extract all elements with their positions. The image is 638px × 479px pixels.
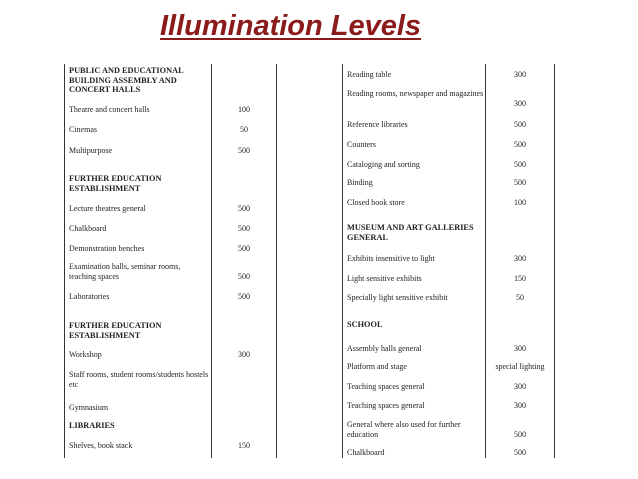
row-label: Chalkboard: [347, 448, 385, 457]
row-illumination-value: 300: [514, 99, 526, 108]
row-label: Workshop: [69, 350, 102, 359]
row-illumination-value: special lighting: [495, 362, 545, 371]
row-label: Reading table: [347, 70, 392, 79]
section-heading-label: LIBRARIES: [69, 421, 115, 430]
row-label: Teaching spaces general: [347, 382, 425, 391]
row-illumination-value: 500: [514, 178, 526, 187]
row-illumination-value: 500: [238, 272, 250, 281]
row-label: Demonstration benches: [69, 244, 145, 253]
row-label: Closed book store: [347, 198, 405, 207]
section-heading-label: FURTHER EDUCATION ESTABLISHMENT: [69, 321, 162, 340]
page-title: Illumination Levels: [160, 10, 422, 42]
row-illumination-value: 300: [514, 401, 526, 410]
row-illumination-value: 500: [238, 204, 250, 213]
row-label: Exhibits insensitive to light: [347, 254, 435, 263]
row-illumination-value: 100: [514, 198, 526, 207]
row-illumination-value: 100: [238, 105, 250, 114]
row-label: Counters: [347, 140, 376, 149]
row-illumination-value: 300: [514, 254, 526, 263]
section-heading-label: SCHOOL: [347, 320, 383, 329]
row-label: Reference libraries: [347, 120, 408, 129]
row-illumination-value: 300: [514, 344, 526, 353]
row-illumination-value: 500: [514, 120, 526, 129]
row-label: Assembly halls general: [347, 344, 422, 353]
section-heading-label: PUBLIC AND EDUCATIONAL BUILDING ASSEMBLY AND CONCERT HALLS: [69, 66, 184, 94]
row-label: Light sensitive exhibits: [347, 274, 422, 283]
row-label: Cataloging and sorting: [347, 160, 420, 169]
row-label: Multipurpose: [69, 146, 113, 155]
row-label: Laboratories: [69, 292, 110, 301]
row-label: Lecture theatres general: [69, 204, 146, 213]
row-illumination-value: 500: [514, 448, 526, 457]
section-heading-label: MUSEUM AND ART GALLERIES GENERAL: [347, 223, 474, 242]
row-illumination-value: 50: [516, 293, 524, 302]
row-label: Cinemas: [69, 125, 97, 134]
row-illumination-value: 50: [240, 125, 248, 134]
row-illumination-value: 500: [238, 244, 250, 253]
section-heading-label: FURTHER EDUCATION ESTABLISHMENT: [69, 174, 162, 193]
row-label: Specially light sensitive exhibit: [347, 293, 448, 302]
row-label: Gymnasium: [69, 403, 109, 412]
row-label: Chalkboard: [69, 224, 107, 233]
row-illumination-value: 500: [238, 146, 250, 155]
right-illumination-table: [342, 64, 555, 458]
row-label: Shelves, book stack: [69, 441, 133, 450]
row-illumination-value: 500: [514, 430, 526, 439]
row-illumination-value: 300: [514, 70, 526, 79]
row-illumination-value: 300: [514, 382, 526, 391]
row-illumination-value: 500: [238, 292, 250, 301]
row-label: Examination halls, seminar rooms, teaching spaces: [69, 262, 181, 281]
row-label: Teaching spaces general: [347, 401, 425, 410]
row-label: Reading rooms, newspaper and magazines: [347, 89, 484, 98]
row-label: Binding: [347, 178, 373, 187]
row-illumination-value: 500: [514, 140, 526, 149]
row-label: Staff rooms, student rooms/students hostels etc: [69, 370, 209, 389]
row-label: General where also used for further education: [347, 420, 461, 439]
row-illumination-value: 300: [238, 350, 250, 359]
row-label: Theatre and concert halls: [69, 105, 150, 114]
row-illumination-value: 500: [238, 224, 250, 233]
row-label: Platform and stage: [347, 362, 407, 371]
row-illumination-value: 150: [514, 274, 526, 283]
left-illumination-table: [64, 64, 277, 458]
row-illumination-value: 150: [238, 441, 250, 450]
row-illumination-value: 500: [514, 160, 526, 169]
column-divider: [211, 64, 212, 458]
